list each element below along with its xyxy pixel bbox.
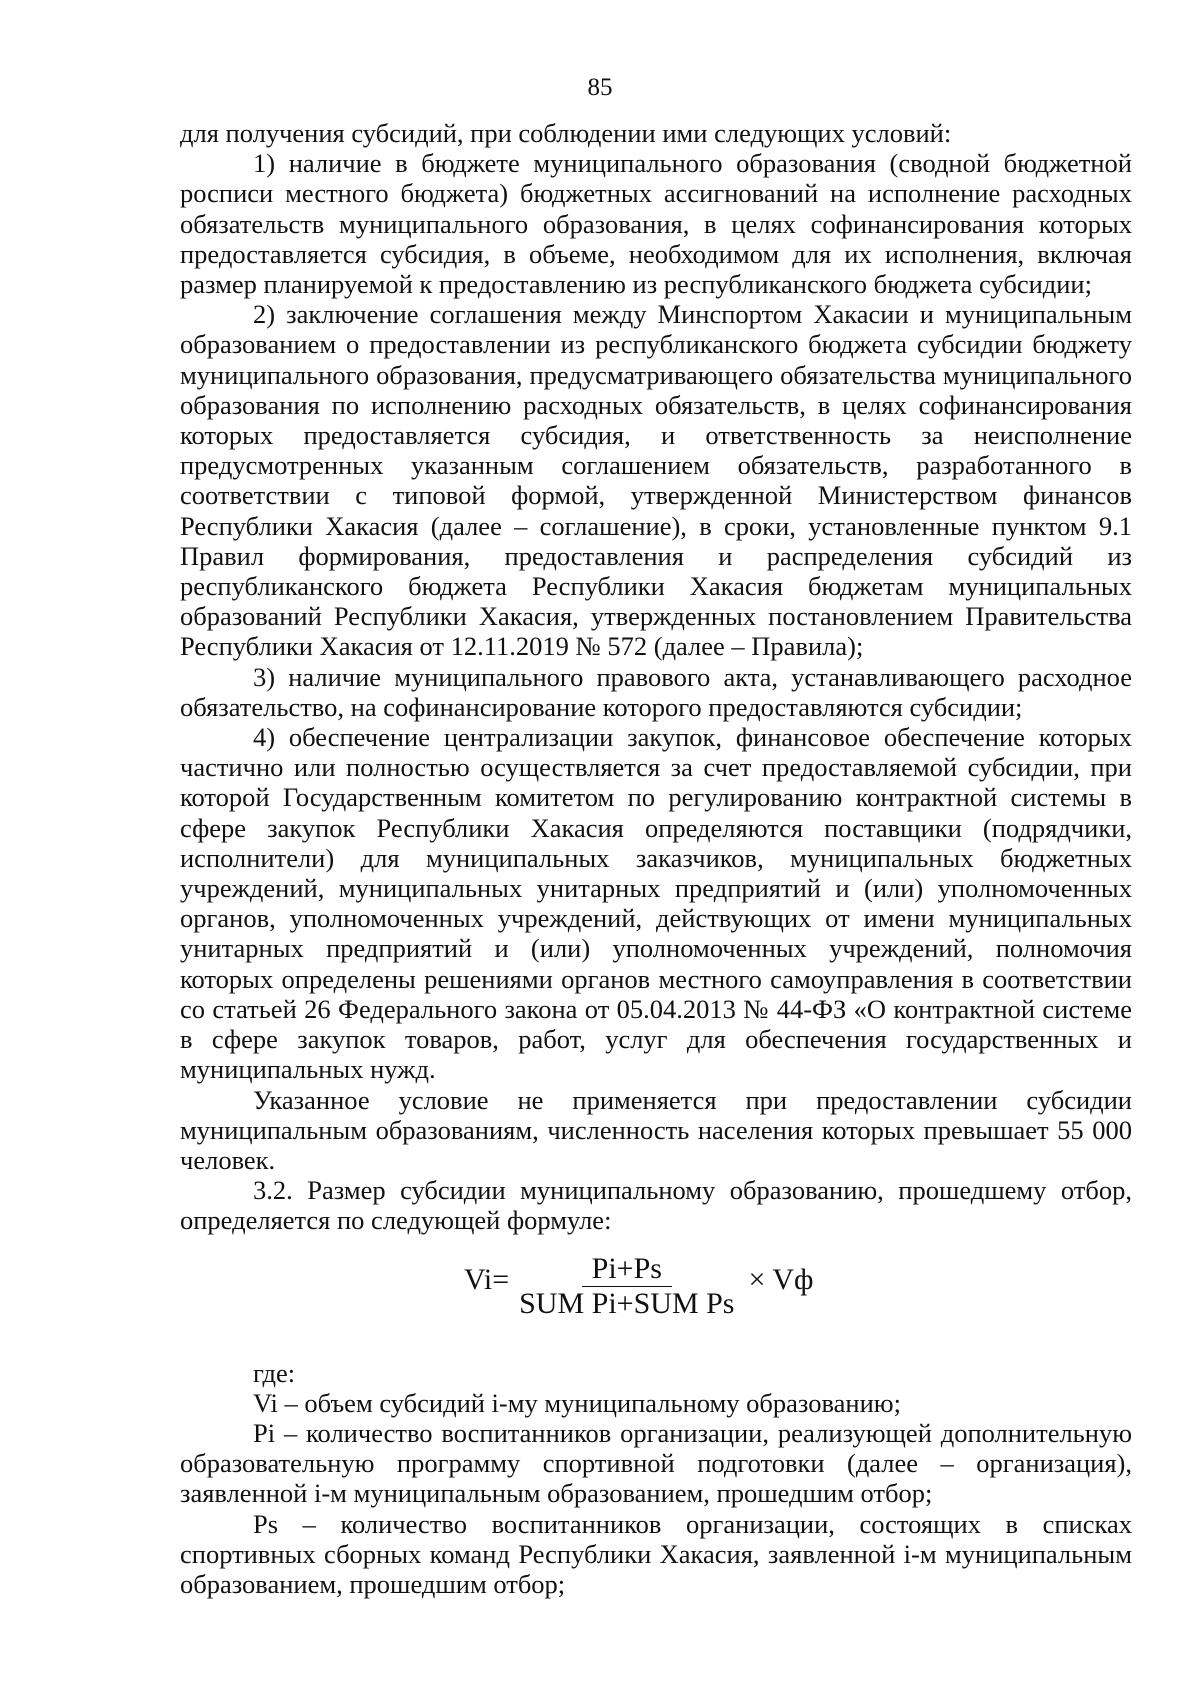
- paragraph-condition-4: 4) обеспечение централизации закупок, финансовое обеспечение которых частично или полностью осуществляется за счет предоставляемой субсидии, при которой Государственным комитетом по регулированию контрактной системы в сфере закупок Республики Хакасия определяются поставщики (подрядчики, исполнители) для муниципальных заказчиков, муниципальных бюджетных учреждений, муниципальных унитарных предприятий и (или) уполномоченных органов, уполномоченных учреждений, действующих от имени муниципальных унитарных предприятий и (или) уполномоченных учреждений, полномочия которых определены решениями органов местного самоуправления в соответствии со статьей 26 Федерального закона от 05.04.2013 № 44-ФЗ «О контрактной системе в сфере закупок товаров, работ, услуг для обеспечения государственных и муниципальных нужд.: [180, 722, 1132, 1085]
- paragraph-condition-1: 1) наличие в бюджете муниципального образования (сводной бюджетной росписи местного бюджета) бюджетных ассигнований на исполнение расходных обязательств муниципального образования, в целях софинансирования которых предоставляется субсидия, в объеме, необходимом для их исполнения, включая размер планируемой к предоставлению из республиканского бюджета субсидии;: [180, 148, 1132, 300]
- page-number: 85: [587, 74, 613, 101]
- formula-numerator: Pi+Ps: [582, 1254, 672, 1287]
- formula-denominator: SUM Pi+SUM Ps: [519, 1286, 735, 1320]
- paragraph-exception: Указанное условие не применяется при предоставлении субсидии муниципальным образованиям, численность населения которых превышает 55 000 человек.: [180, 1084, 1132, 1175]
- definition-pi: Pi – количество воспитанников организации, реализующей дополнительную образовательную программу спортивной подготовки (далее – организация), заявленной i-м муниципальным образованием, прошедшим отбор;: [180, 1417, 1132, 1509]
- paragraph-where: где:: [253, 1357, 296, 1388]
- definition-ps: Ps – количество воспитанников организации, состоящих в списках спортивных сборных команд Республики Хакасия, заявленной i-м муниципальным образованием, прошедшим отбор;: [180, 1508, 1132, 1599]
- paragraph-section-3-2: 3.2. Размер субсидии муниципальному образованию, прошедшему отбор, определяется по следующей формуле:: [180, 1175, 1132, 1236]
- definition-vi: Vi – объем субсидий i-му муниципальному образованию;: [253, 1387, 901, 1418]
- formula-fraction: [515, 1251, 738, 1320]
- formula-rhs: × Vф: [748, 1263, 814, 1297]
- document-body: [180, 118, 1132, 1599]
- paragraph-intro: для получения субсидий, при соблюдении ими следующих условий:: [180, 118, 952, 148]
- paragraph-condition-3: 3) наличие муниципального правового акта, устанавливающего расходное обязательство, на софинансирование которого предоставляются субсидии;: [180, 661, 1132, 722]
- subsidy-formula: [464, 1251, 814, 1320]
- formula-lhs: Vi=: [464, 1263, 510, 1297]
- paragraph-condition-2: 2) заключение соглашения между Минспортом Хакасии и муниципальным образованием о предоставлении из республиканского бюджета субсидии бюджету муниципального образования, предусматривающего обязательства муниципального образования по исполнению расходных обязательств, в целях софинансирования которых предоставляется субсидия, и ответственность за неисполнение предусмотренных указанным соглашением обязательств, разработанного в соответствии с типовой формой, утвержденной Министерством финансов Республики Хакасия (далее – соглашение), в сроки, установленные пунктом 9.1 Правил формирования, предоставления и распределения субсидий из республиканского бюджета Республики Хакасия бюджетам муниципальных образований Республики Хакасия, утвержденных постановлением Правительства Республики Хакасия от 12.11.2019 № 572 (далее – Правила);: [180, 299, 1132, 662]
- formula-block: [180, 1236, 1132, 1358]
